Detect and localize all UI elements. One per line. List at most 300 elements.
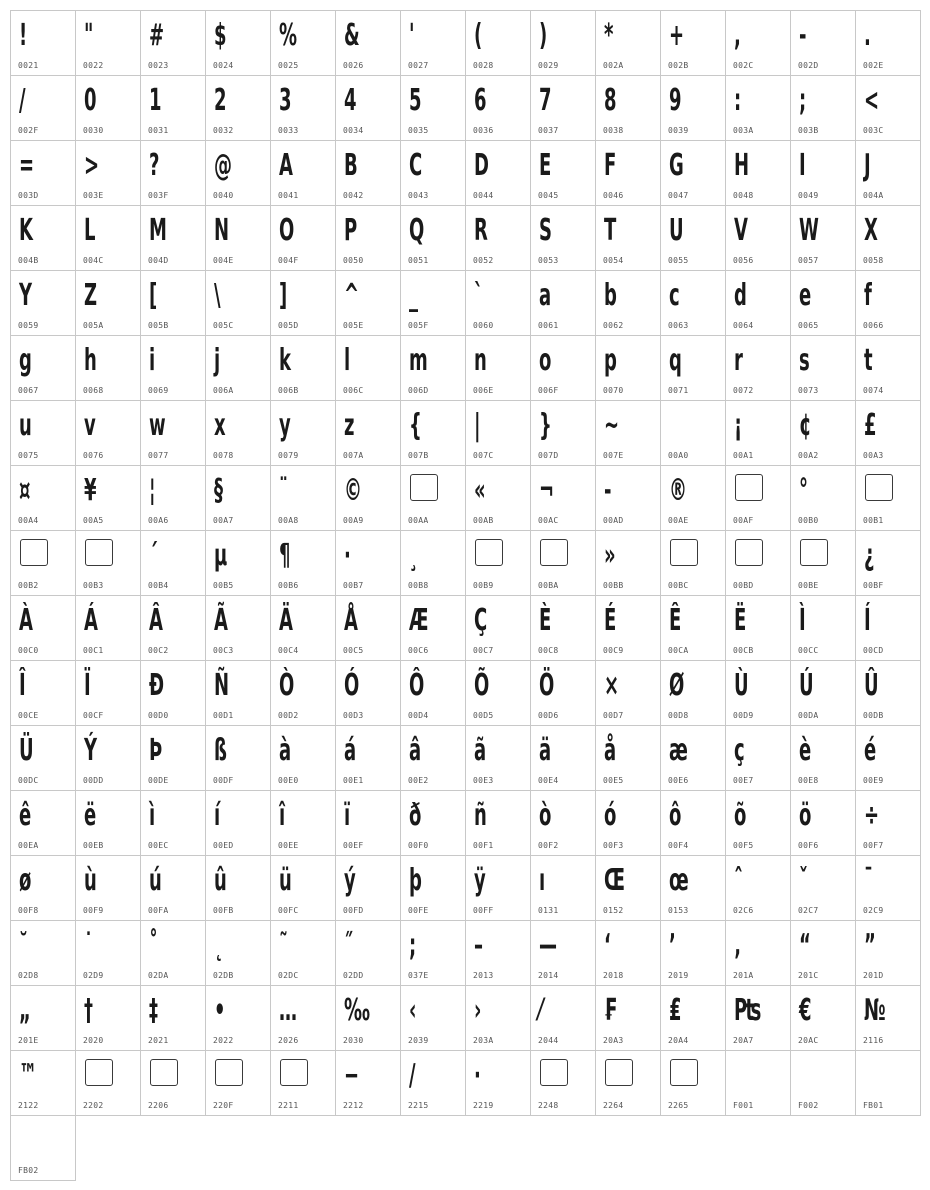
glyph-sample: ; xyxy=(409,928,417,963)
glyph-codepoint: 0059 xyxy=(18,321,39,330)
glyph-cell xyxy=(401,726,466,791)
glyph-codepoint: 2030 xyxy=(343,1036,364,1045)
glyph-cell xyxy=(271,1051,336,1116)
glyph-codepoint: 00D3 xyxy=(343,711,364,720)
glyph-sample: - xyxy=(799,18,807,53)
glyph-sample xyxy=(19,1122,50,1160)
glyph-sample: á xyxy=(344,733,357,768)
glyph-codepoint: 0056 xyxy=(733,256,754,265)
glyph-codepoint: 007B xyxy=(408,451,429,460)
glyph-sample: x xyxy=(214,408,226,443)
glyph-sample: ÷ xyxy=(864,798,880,833)
glyph-cell xyxy=(206,1051,271,1116)
glyph-cell xyxy=(661,141,726,206)
glyph-sample: ˇ xyxy=(799,863,808,898)
glyph-codepoint: 004F xyxy=(278,256,299,265)
glyph-codepoint: 0042 xyxy=(343,191,364,200)
glyph-codepoint: 00B1 xyxy=(863,516,884,525)
glyph-codepoint: 00F5 xyxy=(733,841,754,850)
glyph-sample: Ä xyxy=(279,603,293,638)
glyph-sample: R xyxy=(474,213,488,248)
glyph-sample: Y xyxy=(19,278,33,313)
glyph-cell xyxy=(141,856,206,921)
glyph-codepoint: 02DB xyxy=(213,971,234,980)
glyph-cell xyxy=(531,1051,596,1116)
missing-glyph-box xyxy=(20,539,48,566)
glyph-cell xyxy=(791,986,856,1051)
glyph-cell xyxy=(336,856,401,921)
glyph-sample: / xyxy=(19,83,26,118)
glyph-cell xyxy=(76,336,141,401)
glyph-sample: ˝ xyxy=(344,928,353,963)
glyph-sample: , xyxy=(734,18,741,53)
glyph-cell xyxy=(531,141,596,206)
glyph-sample: © xyxy=(344,473,362,508)
glyph-sample: ð xyxy=(409,798,422,833)
glyph-sample: Û xyxy=(864,668,879,703)
glyph-sample: ¨ xyxy=(279,473,288,508)
glyph-cell xyxy=(791,856,856,921)
glyph-codepoint: 0074 xyxy=(863,386,884,395)
glyph-cell xyxy=(271,726,336,791)
glyph-codepoint: 00D0 xyxy=(148,711,169,720)
glyph-codepoint: 00CB xyxy=(733,646,754,655)
glyph-cell xyxy=(336,596,401,661)
glyph-codepoint: 2022 xyxy=(213,1036,234,1045)
glyph-cell xyxy=(401,596,466,661)
glyph-codepoint: 0077 xyxy=(148,451,169,460)
glyph-sample: ˆ xyxy=(734,863,743,898)
glyph-sample: n xyxy=(474,343,487,378)
glyph-codepoint: 0153 xyxy=(668,906,689,915)
glyph-sample: u xyxy=(19,408,32,443)
glyph-sample: ˉ xyxy=(864,863,873,898)
glyph-cell xyxy=(206,401,271,466)
glyph-sample: µ xyxy=(214,538,228,573)
glyph-cell xyxy=(206,921,271,986)
glyph-cell xyxy=(401,661,466,726)
glyph-codepoint: 00AF xyxy=(733,516,754,525)
glyph-cell xyxy=(531,271,596,336)
glyph-sample: È xyxy=(539,603,552,638)
glyph-cell xyxy=(856,856,921,921)
missing-glyph-box xyxy=(540,1059,568,1086)
glyph-sample: ˜ xyxy=(279,928,288,963)
glyph-codepoint: 00C2 xyxy=(148,646,169,655)
glyph-codepoint: 00EF xyxy=(343,841,364,850)
glyph-cell xyxy=(76,791,141,856)
glyph-sample: F xyxy=(604,148,617,183)
glyph-sample: ü xyxy=(279,863,292,898)
glyph-codepoint: 00D7 xyxy=(603,711,624,720)
glyph-sample: C xyxy=(409,148,423,183)
glyph-codepoint: 00A5 xyxy=(83,516,104,525)
glyph-codepoint: 00BC xyxy=(668,581,689,590)
glyph-codepoint: 00F9 xyxy=(83,906,104,915)
glyph-codepoint: 00B0 xyxy=(798,516,819,525)
glyph-sample: H xyxy=(734,148,750,183)
glyph-cell xyxy=(466,336,531,401)
glyph-cell xyxy=(401,206,466,271)
glyph-sample: â xyxy=(409,733,422,768)
glyph-codepoint: 007C xyxy=(473,451,494,460)
glyph-cell xyxy=(661,76,726,141)
glyph-codepoint: 00A6 xyxy=(148,516,169,525)
glyph-sample: à xyxy=(279,733,292,768)
glyph-sample: î xyxy=(279,798,286,833)
glyph-cell xyxy=(336,726,401,791)
glyph-sample: é xyxy=(864,733,877,768)
glyph-sample: ^ xyxy=(344,278,360,313)
glyph-sample: Ó xyxy=(344,668,360,703)
glyph-cell xyxy=(661,986,726,1051)
glyph-sample: “ xyxy=(799,928,811,963)
glyph-cell xyxy=(726,76,791,141)
glyph-sample: № xyxy=(864,993,886,1028)
glyph-sample: — xyxy=(539,928,557,963)
glyph-codepoint: 0058 xyxy=(863,256,884,265)
glyph-sample: > xyxy=(84,148,100,183)
glyph-cell xyxy=(596,596,661,661)
glyph-cell xyxy=(596,531,661,596)
glyph-sample: · xyxy=(344,538,351,573)
glyph-cell xyxy=(531,986,596,1051)
glyph-codepoint: 005D xyxy=(278,321,299,330)
glyph-cell xyxy=(336,206,401,271)
glyph-codepoint: 00E5 xyxy=(603,776,624,785)
glyph-cell xyxy=(856,401,921,466)
glyph-sample: Ï xyxy=(84,668,91,703)
glyph-cell xyxy=(76,921,141,986)
glyph-codepoint: 0025 xyxy=(278,61,299,70)
glyph-cell xyxy=(791,791,856,856)
glyph-sample: Ö xyxy=(539,668,555,703)
glyph-codepoint: 00C5 xyxy=(343,646,364,655)
glyph-cell xyxy=(401,466,466,531)
glyph-codepoint: 007E xyxy=(603,451,624,460)
glyph-sample: e xyxy=(799,278,812,313)
glyph-cell xyxy=(271,336,336,401)
glyph-cell xyxy=(856,986,921,1051)
glyph-sample: ß xyxy=(214,733,227,768)
glyph-cell xyxy=(271,466,336,531)
glyph-codepoint: 0063 xyxy=(668,321,689,330)
glyph-codepoint: 00E7 xyxy=(733,776,754,785)
glyph-codepoint: 00FA xyxy=(148,906,169,915)
glyph-sample: ∙ xyxy=(474,1058,481,1093)
glyph-cell xyxy=(466,726,531,791)
glyph-codepoint: 00EE xyxy=(278,841,299,850)
glyph-sample: ˚ xyxy=(149,928,158,963)
glyph-codepoint: 00C1 xyxy=(83,646,104,655)
glyph-codepoint: 005F xyxy=(408,321,429,330)
glyph-sample: & xyxy=(344,18,360,53)
glyph-sample: Ç xyxy=(474,603,488,638)
glyph-codepoint: 0039 xyxy=(668,126,689,135)
glyph-codepoint: 0045 xyxy=(538,191,559,200)
glyph-codepoint: 2248 xyxy=(538,1101,559,1110)
glyph-cell xyxy=(596,206,661,271)
glyph-sample: ô xyxy=(669,798,682,833)
glyph-codepoint: 201A xyxy=(733,971,754,980)
glyph-codepoint: 006F xyxy=(538,386,559,395)
glyph-sample: 8 xyxy=(604,83,617,118)
glyph-codepoint: 00E6 xyxy=(668,776,689,785)
glyph-codepoint: 00D9 xyxy=(733,711,754,720)
glyph-codepoint: 00F2 xyxy=(538,841,559,850)
glyph-codepoint: 0047 xyxy=(668,191,689,200)
glyph-codepoint: 20A3 xyxy=(603,1036,624,1045)
glyph-sample: ? xyxy=(149,148,160,183)
glyph-cell xyxy=(206,206,271,271)
glyph-cell xyxy=(791,661,856,726)
glyph-codepoint: 00AD xyxy=(603,516,624,525)
glyph-sample: V xyxy=(734,213,748,248)
glyph-cell xyxy=(271,986,336,1051)
glyph-sample: ù xyxy=(84,863,97,898)
glyph-sample: + xyxy=(669,18,685,53)
glyph-codepoint: 004A xyxy=(863,191,884,200)
glyph-cell xyxy=(531,791,596,856)
glyph-codepoint: 00DF xyxy=(213,776,234,785)
glyph-sample: o xyxy=(539,343,552,378)
glyph-cell xyxy=(531,921,596,986)
glyph-sample: ò xyxy=(539,798,552,833)
glyph-codepoint: 2264 xyxy=(603,1101,624,1110)
glyph-codepoint: 0030 xyxy=(83,126,104,135)
glyph-sample: Ð xyxy=(149,668,165,703)
glyph-cell xyxy=(661,726,726,791)
glyph-codepoint: 0043 xyxy=(408,191,429,200)
glyph-codepoint: 0049 xyxy=(798,191,819,200)
glyph-sample: Á xyxy=(84,603,98,638)
glyph-cell xyxy=(206,336,271,401)
glyph-sample: ö xyxy=(799,798,812,833)
glyph-cell xyxy=(11,141,76,206)
glyph-sample: Í xyxy=(864,603,871,638)
glyph-cell xyxy=(531,466,596,531)
glyph-codepoint: 201E xyxy=(18,1036,39,1045)
glyph-sample: 6 xyxy=(474,83,487,118)
glyph-sample: c xyxy=(669,278,680,313)
glyph-sample: 3 xyxy=(279,83,292,118)
glyph-sample: L xyxy=(84,213,96,248)
glyph-sample: ã xyxy=(474,733,487,768)
glyph-cell xyxy=(141,76,206,141)
glyph-cell xyxy=(466,791,531,856)
glyph-codepoint: 00A3 xyxy=(863,451,884,460)
glyph-sample: × xyxy=(604,668,620,703)
glyph-codepoint: 00ED xyxy=(213,841,234,850)
glyph-codepoint: 20A7 xyxy=(733,1036,754,1045)
glyph-codepoint: 00A8 xyxy=(278,516,299,525)
glyph-sample: Þ xyxy=(149,733,163,768)
glyph-sample: b xyxy=(604,278,617,313)
glyph-codepoint: 0026 xyxy=(343,61,364,70)
glyph-sample: h xyxy=(84,343,97,378)
glyph-cell xyxy=(791,271,856,336)
glyph-codepoint: 00C6 xyxy=(408,646,429,655)
glyph-cell xyxy=(466,856,531,921)
glyph-sample: è xyxy=(799,733,812,768)
glyph-codepoint: 2206 xyxy=(148,1101,169,1110)
glyph-codepoint: 02DC xyxy=(278,971,299,980)
glyph-cell xyxy=(596,986,661,1051)
glyph-sample: § xyxy=(214,473,223,508)
glyph-cell xyxy=(856,271,921,336)
glyph-codepoint: 00A7 xyxy=(213,516,234,525)
glyph-codepoint: 00EA xyxy=(18,841,39,850)
glyph-cell xyxy=(206,141,271,206)
glyph-codepoint: 2265 xyxy=(668,1101,689,1110)
glyph-cell xyxy=(856,921,921,986)
glyph-codepoint: 0034 xyxy=(343,126,364,135)
glyph-sample: ê xyxy=(19,798,32,833)
glyph-cell xyxy=(336,466,401,531)
glyph-cell xyxy=(141,401,206,466)
glyph-cell xyxy=(531,401,596,466)
glyph-codepoint: 007A xyxy=(343,451,364,460)
glyph-sample: { xyxy=(409,408,422,443)
missing-glyph-box xyxy=(670,539,698,566)
glyph-codepoint: 20AC xyxy=(798,1036,819,1045)
glyph-codepoint: 0033 xyxy=(278,126,299,135)
glyph-sample: £ xyxy=(864,408,877,443)
glyph-cell xyxy=(856,531,921,596)
glyph-cell xyxy=(401,986,466,1051)
glyph-cell xyxy=(661,921,726,986)
glyph-cell xyxy=(661,1051,726,1116)
glyph-cell xyxy=(336,921,401,986)
glyph-codepoint: 0071 xyxy=(668,386,689,395)
glyph-codepoint: 00B9 xyxy=(473,581,494,590)
glyph-codepoint: 0031 xyxy=(148,126,169,135)
glyph-codepoint: 2020 xyxy=(83,1036,104,1045)
glyph-cell xyxy=(336,11,401,76)
glyph-sample: ` xyxy=(474,278,483,313)
glyph-sample: ‹ xyxy=(409,993,417,1028)
glyph-sample: [ xyxy=(149,278,158,313)
glyph-sample: ú xyxy=(149,863,162,898)
glyph-codepoint: 00A0 xyxy=(668,451,689,460)
glyph-sample: ı xyxy=(539,863,546,898)
glyph-codepoint: 002F xyxy=(18,126,39,135)
glyph-codepoint: 0070 xyxy=(603,386,624,395)
glyph-codepoint: 002E xyxy=(863,61,884,70)
glyph-codepoint: 002D xyxy=(798,61,819,70)
glyph-sample: S xyxy=(539,213,552,248)
glyph-cell xyxy=(466,531,531,596)
missing-glyph-box xyxy=(85,1059,113,1086)
glyph-sample: ™ xyxy=(19,1058,37,1093)
glyph-cell xyxy=(141,791,206,856)
glyph-sample: N xyxy=(214,213,230,248)
glyph-codepoint: 0068 xyxy=(83,386,104,395)
glyph-cell xyxy=(726,726,791,791)
glyph-cell xyxy=(336,271,401,336)
glyph-codepoint: 2018 xyxy=(603,971,624,980)
glyph-codepoint: 0038 xyxy=(603,126,624,135)
glyph-sample: D xyxy=(474,148,489,183)
glyph-sample: å xyxy=(604,733,617,768)
glyph-codepoint: 00F6 xyxy=(798,841,819,850)
glyph-codepoint: 00AC xyxy=(538,516,559,525)
glyph-codepoint: 006C xyxy=(343,386,364,395)
glyph-codepoint: 00E0 xyxy=(278,776,299,785)
glyph-sample: I xyxy=(799,148,806,183)
glyph-cell xyxy=(726,856,791,921)
glyph-cell xyxy=(531,531,596,596)
glyph-cell xyxy=(531,856,596,921)
glyph-cell xyxy=(856,661,921,726)
glyph-cell xyxy=(856,596,921,661)
glyph-codepoint: 0028 xyxy=(473,61,494,70)
glyph-codepoint: 00D5 xyxy=(473,711,494,720)
glyph-cell xyxy=(856,466,921,531)
glyph-codepoint: 002B xyxy=(668,61,689,70)
glyph-cell xyxy=(661,531,726,596)
glyph-cell xyxy=(271,141,336,206)
glyph-cell xyxy=(791,336,856,401)
glyph-codepoint: 00DB xyxy=(863,711,884,720)
glyph-sample: g xyxy=(19,343,32,378)
glyph-cell xyxy=(206,596,271,661)
glyph-sample: ₤ xyxy=(669,993,682,1028)
glyph-cell xyxy=(76,596,141,661)
glyph-sample: ° xyxy=(799,473,808,508)
glyph-codepoint: 0021 xyxy=(18,61,39,70)
glyph-cell xyxy=(856,1051,921,1116)
glyph-cell xyxy=(791,76,856,141)
glyph-codepoint: 00E3 xyxy=(473,776,494,785)
glyph-sample: ~ xyxy=(604,408,620,443)
glyph-codepoint: 0051 xyxy=(408,256,429,265)
glyph-codepoint: 00B6 xyxy=(278,581,299,590)
glyph-cell xyxy=(596,791,661,856)
glyph-sample: Œ xyxy=(604,863,626,898)
glyph-sample: K xyxy=(19,213,33,248)
glyph-grid xyxy=(10,10,921,1181)
glyph-codepoint: 00FE xyxy=(408,906,429,915)
glyph-sample: À xyxy=(19,603,33,638)
glyph-cell xyxy=(466,1051,531,1116)
glyph-sample: „ xyxy=(19,993,31,1028)
glyph-sample: ¶ xyxy=(279,538,291,573)
glyph-codepoint: 0078 xyxy=(213,451,234,460)
glyph-cell xyxy=(791,401,856,466)
glyph-codepoint: 0072 xyxy=(733,386,754,395)
glyph-cell xyxy=(856,76,921,141)
glyph-cell xyxy=(661,271,726,336)
glyph-cell xyxy=(206,791,271,856)
glyph-sample: . xyxy=(864,18,871,53)
glyph-cell xyxy=(141,531,206,596)
glyph-cell xyxy=(401,921,466,986)
glyph-cell xyxy=(336,336,401,401)
glyph-cell xyxy=(271,921,336,986)
glyph-cell xyxy=(336,791,401,856)
glyph-cell xyxy=(466,11,531,76)
glyph-codepoint: 00F1 xyxy=(473,841,494,850)
glyph-codepoint: 003F xyxy=(148,191,169,200)
glyph-sample: ˛ xyxy=(214,928,223,963)
glyph-codepoint: FB02 xyxy=(18,1166,39,1175)
glyph-cell xyxy=(76,986,141,1051)
glyph-sample: f xyxy=(864,278,872,313)
glyph-cell xyxy=(271,531,336,596)
glyph-cell xyxy=(11,466,76,531)
glyph-codepoint: 0057 xyxy=(798,256,819,265)
